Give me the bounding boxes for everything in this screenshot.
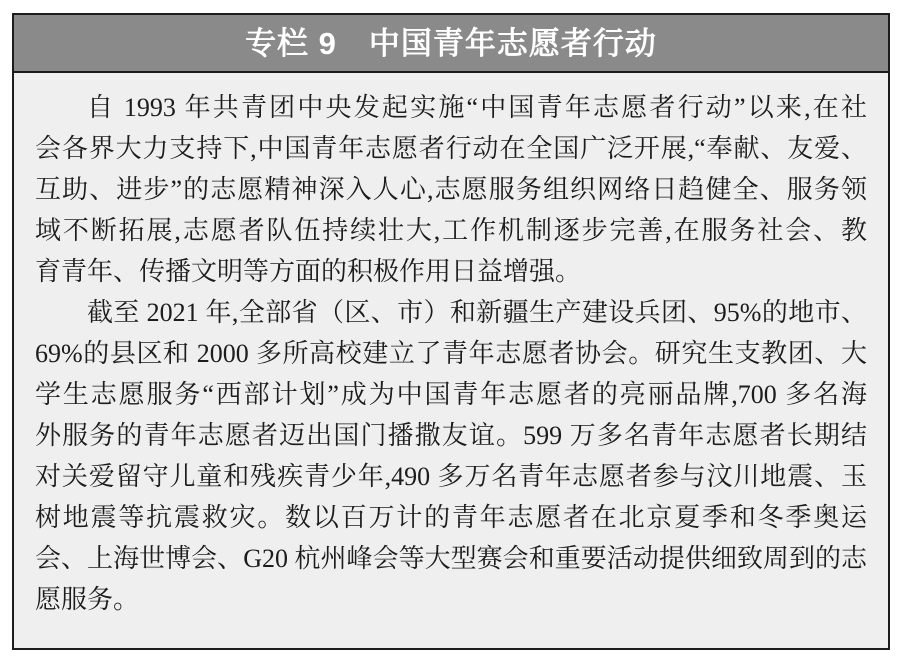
text-line: 外服务的青年志愿者迈出国门播撒友谊。599 万多名青年志愿者长期结: [35, 421, 867, 450]
text-line: 树地震等抗震救灾。数以百万计的青年志愿者在北京夏季和冬季奥运: [35, 503, 867, 532]
text-line: 会、上海世博会、G20 杭州峰会等大型赛会和重要活动提供细致周到的志: [35, 544, 867, 573]
panel-body: [14, 73, 888, 620]
text-line: 自 1993 年共青团中央发起实施“中国青年志愿者行动”以来,在社: [87, 93, 867, 122]
text-line: 截至 2021 年,全部省（区、市）和新疆生产建设兵团、95%的地市、: [87, 298, 867, 327]
panel-header: [14, 15, 888, 73]
text-line: 域不断拓展,志愿者队伍持续壮大,工作机制逐步完善,在服务社会、教: [35, 216, 867, 245]
text-line: 69%的县区和 2000 多所高校建立了青年志愿者协会。研究生支教团、大: [35, 339, 867, 368]
paragraph: [35, 292, 867, 620]
paragraph: [35, 87, 867, 292]
text-line: 学生志愿服务“西部计划”成为中国青年志愿者的亮丽品牌,700 多名海: [35, 380, 867, 409]
text-line: 互助、进步”的志愿精神深入人心,志愿服务组织网络日趋健全、服务领: [35, 175, 867, 204]
text-line: 会各界大力支持下,中国青年志愿者行动在全国广泛开展,“奉献、友爱、: [35, 134, 867, 163]
text-line: 育青年、传播文明等方面的积极作用日益增强。: [35, 257, 582, 286]
text-line: 对关爱留守儿童和残疾青少年,490 多万名青年志愿者参与汶川地震、玉: [35, 462, 867, 491]
column-box-panel: [12, 13, 890, 650]
text-line: 愿服务。: [35, 585, 140, 614]
panel-title: 专栏 9 中国青年志愿者行动: [245, 25, 657, 61]
